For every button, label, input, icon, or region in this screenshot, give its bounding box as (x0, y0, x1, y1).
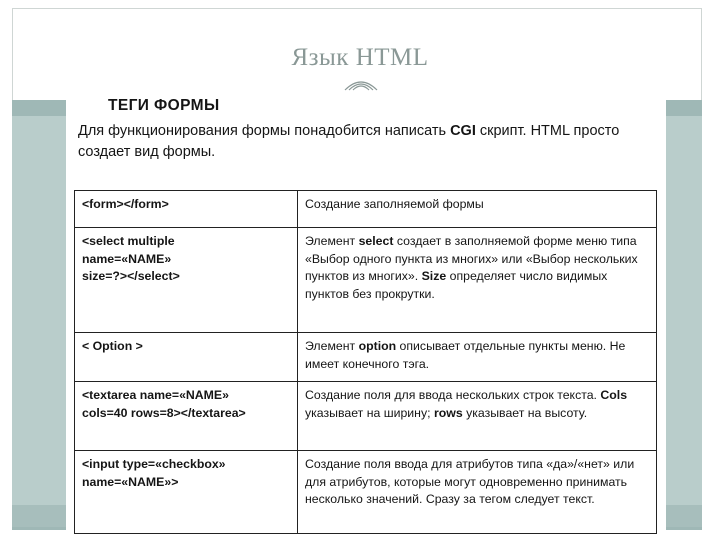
description-cell (298, 333, 657, 382)
intro-paragraph (78, 121, 664, 163)
tag-cell (75, 191, 298, 228)
left-decor-band (12, 100, 72, 530)
form-tags-table (74, 190, 657, 534)
description-text: определяет число видимых пунктов без прокрутки. (305, 269, 608, 301)
scanned-page (66, 94, 666, 536)
description-text: создает в заполняемой форме меню типа «Выбор одного пункта из многих» или «Выбор нескольких пунктов из многих». (305, 234, 638, 284)
tag-line: cols=40 rows=8></textarea> (82, 405, 246, 420)
description-text: указывает на ширину; (305, 405, 434, 420)
tag-line: < Option > (82, 339, 143, 353)
description-cell (298, 191, 657, 228)
tag-line: size=?></select> (82, 269, 180, 284)
description-keyword: Size (421, 269, 447, 284)
tag-line: <textarea name=«NAME» (82, 388, 229, 402)
table-row (75, 228, 657, 333)
description-text: описывает отдельные пункты меню. Не имеет конечного тэга. (305, 339, 626, 371)
tag-cell (75, 451, 298, 534)
description-keyword: option (358, 339, 397, 353)
table-row (75, 382, 657, 451)
tag-line: name=«NAME»> (82, 474, 179, 489)
tag-line: name=«NAME» (82, 251, 172, 266)
table-row (75, 191, 657, 228)
arc-ornament-icon (343, 76, 379, 92)
description-cell (298, 228, 657, 333)
description-text: Создание заполняемой формы (305, 197, 484, 211)
tag-cell (75, 228, 298, 333)
description-text: Создание поля ввода для атрибутов типа «да»/«нет» или для атрибутов, которые могут одновременно принимать несколько значений. Сразу за тегом следует текст. (305, 457, 635, 507)
intro-text-2: скрипт. HTML просто создает вид формы. (78, 123, 620, 160)
description-keyword: rows (433, 405, 463, 420)
tag-line: <select multiple (82, 234, 175, 248)
table-row (75, 333, 657, 382)
tag-line: <form></form> (82, 197, 169, 211)
description-keyword: Cols (600, 388, 628, 402)
tag-cell (75, 382, 298, 451)
description-cell (298, 382, 657, 451)
section-heading: ТЕГИ ФОРМЫ (108, 97, 220, 114)
description-text: Элемент (305, 339, 359, 353)
tag-cell (75, 333, 298, 382)
description-text: Элемент (305, 234, 359, 248)
intro-cgi: CGI (450, 123, 476, 139)
description-text: Создание поля для ввода нескольких строк текста. (305, 388, 601, 402)
right-decor-band (665, 100, 702, 530)
tag-line: <input type=«checkbox» (82, 457, 226, 471)
table-row (75, 451, 657, 534)
slide-title: Язык HTML (291, 44, 429, 71)
intro-text-1: Для функционирования формы понадобится написать (78, 123, 451, 139)
description-text: указывает на высоту. (462, 405, 588, 420)
description-cell (298, 451, 657, 534)
description-keyword: select (358, 234, 394, 248)
